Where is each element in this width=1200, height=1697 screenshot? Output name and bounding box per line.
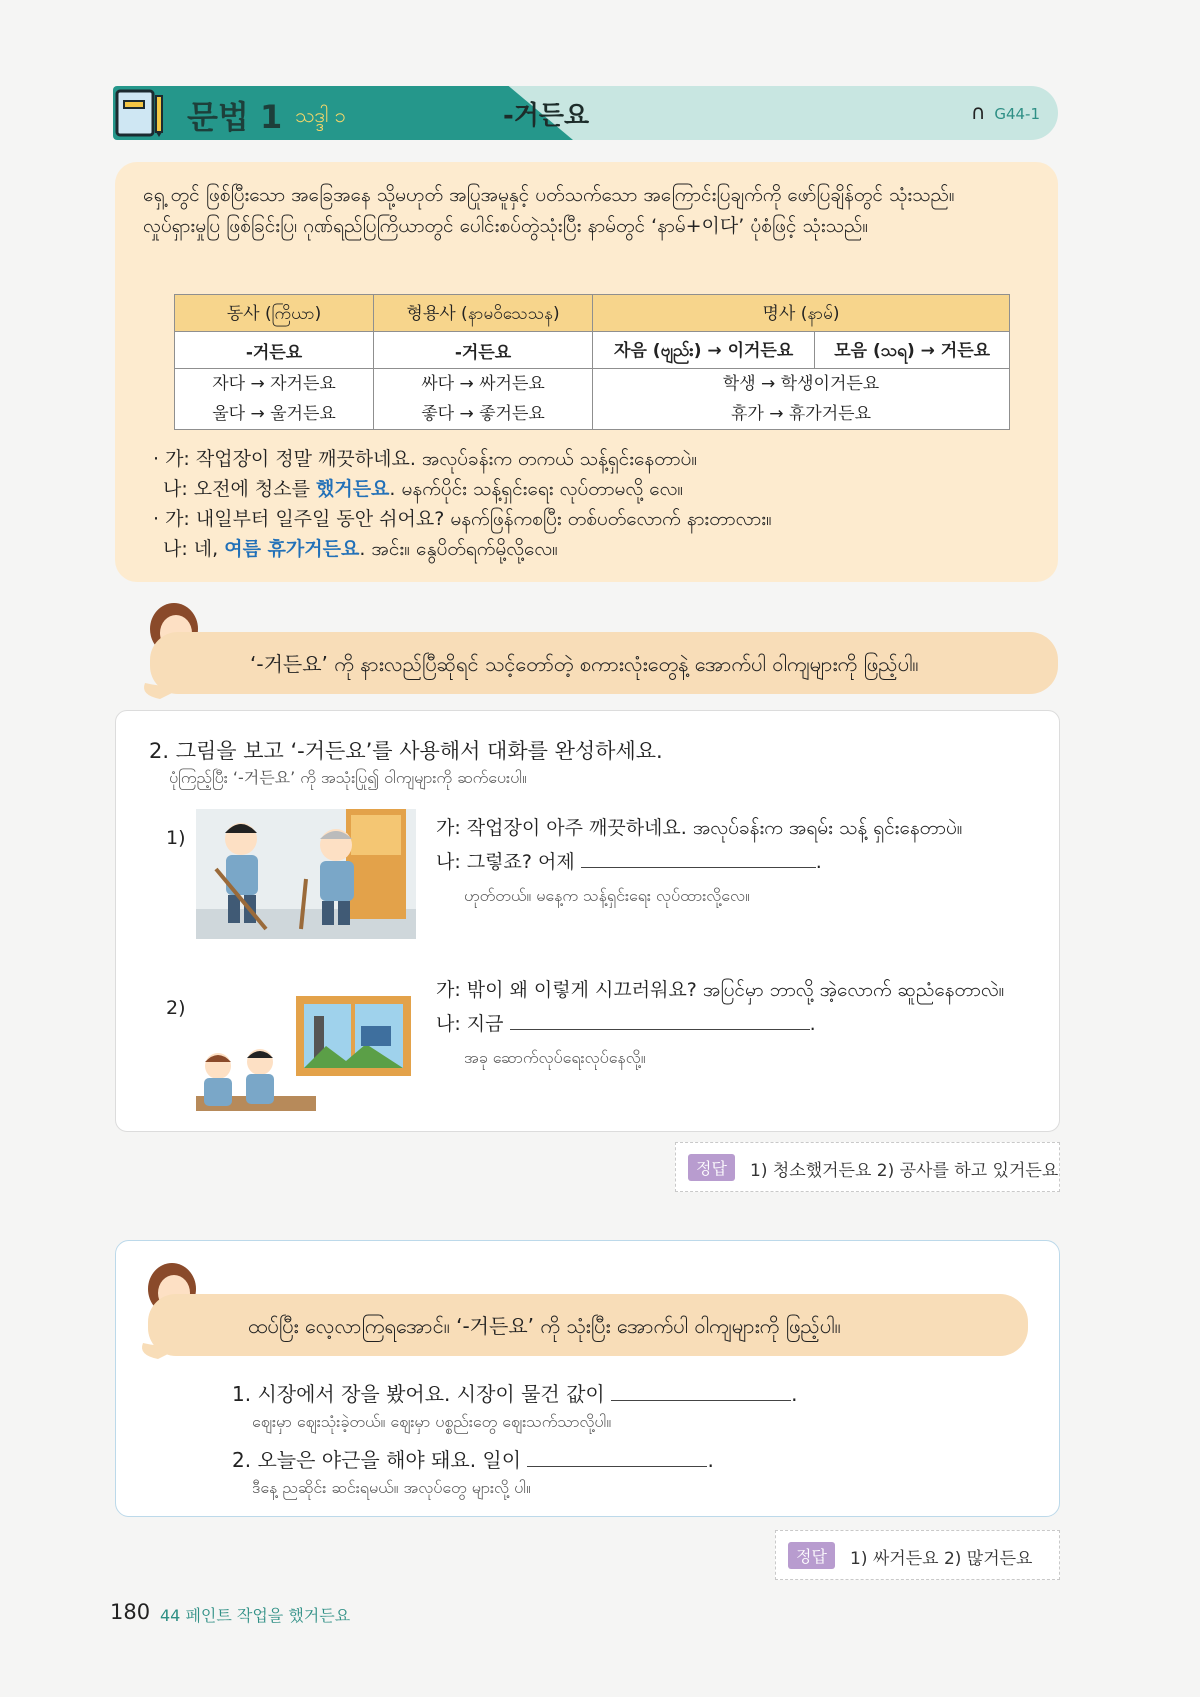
answer-blank[interactable] xyxy=(527,1446,707,1467)
book-icon xyxy=(115,88,165,138)
table-head-verb: 동사 (ကြိယာ) xyxy=(175,295,374,332)
answer-text: 1) 싸거든요 2) 많거든요 xyxy=(850,1549,1033,1569)
audio-track-label: G44-1 xyxy=(994,105,1040,123)
exercise-card xyxy=(115,710,1060,1132)
cleaning-workers-illustration xyxy=(196,809,416,939)
practice-translation: ဒီနေ့ ညဆိုင်း ဆင်းရမယ်။ အလုပ်တွေ များလို့ ပါ။ xyxy=(252,1478,531,1497)
item-number: 1) xyxy=(166,827,186,849)
example-line xyxy=(153,444,1033,474)
adj-example: 좋다 → 좋거든요 xyxy=(421,404,545,424)
dialogue-translation: အခု ဆောက်လုပ်ရေးလုပ်နေလို့။ xyxy=(464,1048,646,1067)
answer-tag: 정답 xyxy=(688,1154,735,1181)
dialogue-2 xyxy=(436,973,1004,1075)
noun-examples xyxy=(593,369,1010,430)
example-text: 나: 네, xyxy=(163,538,225,560)
grammar-label-my: သဒ္ဒါ ၁ xyxy=(295,103,346,127)
conjugation-table xyxy=(174,294,1010,430)
practice-text: 1. 시장에서 장을 봤어요. 시장이 물건 값이 xyxy=(232,1382,605,1406)
item-number: 2) xyxy=(166,997,186,1019)
exercise-title: 2. 그림을 보고 ‘-거든요’를 사용해서 대화를 완성하세요. xyxy=(149,739,663,763)
noun-example: 휴가 → 휴가거든요 xyxy=(730,404,871,424)
chapter-title: 44 페인트 작업을 했거든요 xyxy=(160,1606,351,1625)
dialogue-b: 나: 지금 xyxy=(436,1013,504,1035)
example-line xyxy=(153,474,1033,504)
headphones-icon: ∩ xyxy=(970,100,986,124)
grammar-title: -거든요 xyxy=(503,101,590,131)
adj-example: 싸다 → 싸거든요 xyxy=(421,374,545,394)
exercise-subtitle: ပုံကြည့်ပြီး ‘-거든요’ ကို အသုံးပြု၍ ဝါကျများကို ဆက်ပေးပါ။ xyxy=(169,768,527,787)
dialogue-b: 나: 그렇죠? 어제 xyxy=(436,851,575,873)
explanation-text: ရှေ့ တွင် ဖြစ်ပြီးသော အခြေအနေ သို့မဟုတ် အပြုအမူနှင့် ပတ်သက်သော အကြောင်းပြချက်ကို ဖော်ပြချိန်တွင် သုံးသည်။ လှုပ်ရှားမှုပြ ဖြစ်ခြင်းပြ၊ ဂုဏ်ရည်ပြကြိယာတွင် ပေါင်းစပ်တွဲသုံးပြီး နာမ်တွင် ‘နာမ်+이다’ ပုံစံဖြင့် သုံးသည်။ xyxy=(143,184,955,237)
explanation-box xyxy=(115,162,1058,582)
adj-examples xyxy=(374,369,593,430)
answer-blank[interactable] xyxy=(581,847,816,868)
verb-examples xyxy=(175,369,374,430)
answer-text: 1) 청소했거든요 2) 공사를 하고 있거든요 xyxy=(750,1161,1059,1181)
example-text: 나: 오전에 청소를 xyxy=(163,478,316,500)
ending-adj: -거든요 xyxy=(374,332,593,369)
example-text: 내일부터 일주일 동안 쉬어요? မနက်ဖြန်ကစပြီး တစ်ပတ်လောက် နားတာလား။ xyxy=(195,508,772,530)
ending-verb: -거든요 xyxy=(175,332,374,369)
dialogue-b-line: 나: 지금 . xyxy=(436,1007,1004,1041)
dialogue-b-line: 나: 그렇죠? 어제 . xyxy=(436,845,963,879)
grammar-label: 문법 1 xyxy=(187,98,283,136)
practice-translation: ဈေးမှာ ဈေးသုံးခဲ့တယ်။ ဈေးမှာ ပစ္စည်းတွေ ဈေးသက်သာလို့ပါ။ xyxy=(252,1412,612,1431)
example-text: 작업장이 정말 깨끗하네요. အလုပ်ခန်းက တကယ် သန့်ရှင်းနေတာပဲ။ xyxy=(195,448,698,470)
speaker-a: · 가: xyxy=(153,508,196,530)
speech-bubble xyxy=(148,1294,1028,1356)
section-header xyxy=(113,86,1058,140)
table-head-noun: 명사 (နာမ်) xyxy=(593,295,1010,332)
ending-noun-consonant: 자음 (ဗျည်း) → 이거든요 xyxy=(593,332,815,369)
practice-text: 2. 오늘은 야근을 해야 돼요. 일이 xyxy=(232,1448,522,1472)
practice-card xyxy=(115,1240,1060,1517)
example-dialogues xyxy=(153,444,1033,564)
dialogue-1 xyxy=(436,811,963,913)
practice-item: 2. 오늘은 야근을 해야 돼요. 일이 . xyxy=(232,1448,714,1472)
verb-example: 울다 → 울거든요 xyxy=(212,404,336,424)
highlight-text: 여름 휴가거든요 xyxy=(224,538,360,560)
audio-track[interactable] xyxy=(971,100,1040,124)
noun-example: 학생 → 학생이거든요 xyxy=(722,374,880,394)
answer-blank[interactable] xyxy=(510,1009,810,1030)
example-line xyxy=(153,534,1033,564)
answer-tag: 정답 xyxy=(788,1542,835,1569)
dialogue-a: 가: 밖이 왜 이렇게 시끄러워요? အပြင်မှာ ဘာလို့ အဲ့လောက် ဆူညံနေတာလဲ။ xyxy=(436,979,1005,1001)
table-head-adj: 형용사 (နာမဝိသေသန) xyxy=(374,295,593,332)
dialogue-a: 가: 작업장이 아주 깨끗하네요. အလုပ်ခန်းက အရမ်း သန့် ရှင်းနေတာပဲ။ xyxy=(436,817,963,839)
example-text: . မနက်ပိုင်း သန့်ရှင်းရေး လုပ်တာမလို့ လေ။ xyxy=(389,478,684,500)
answer-key-2 xyxy=(775,1530,1060,1580)
page-number: 180 xyxy=(110,1600,151,1624)
answer-key-1 xyxy=(675,1142,1060,1192)
speech-bubble xyxy=(150,632,1058,694)
ending-noun-vowel: 모음 (သရ) → 거든요 xyxy=(815,332,1010,369)
verb-example: 자다 → 자거든요 xyxy=(212,374,336,394)
noisy-construction-illustration xyxy=(196,986,416,1111)
dialogue-translation: ဟုတ်တယ်။ မနေ့က သန့်ရှင်းရေး လုပ်ထားလို့လေ။ xyxy=(464,886,750,905)
speaker-a: · 가: xyxy=(153,448,196,470)
answer-blank[interactable] xyxy=(611,1380,791,1401)
bubble-text: ‘-거든요’ ကို နားလည်ပြီဆိုရင် သင့်တော်တဲ့ စကားလုံးတွေနဲ့ အောက်ပါ ဝါကျများကို ဖြည့်ပါ။ xyxy=(250,652,919,676)
practice-item: 1. 시장에서 장을 봤어요. 시장이 물건 값이 . xyxy=(232,1382,798,1406)
example-text: . အင်း။ နွေပိတ်ရက်မို့လို့လေ။ xyxy=(359,538,558,560)
example-line xyxy=(153,504,1033,534)
highlight-text: 했거든요 xyxy=(316,478,390,500)
bubble-text: ထပ်ပြီး လေ့လာကြရအောင်။ ‘-거든요’ ကို သုံးပြီး အောက်ပါ ဝါကျများကို ဖြည့်ပါ။ xyxy=(248,1314,841,1338)
